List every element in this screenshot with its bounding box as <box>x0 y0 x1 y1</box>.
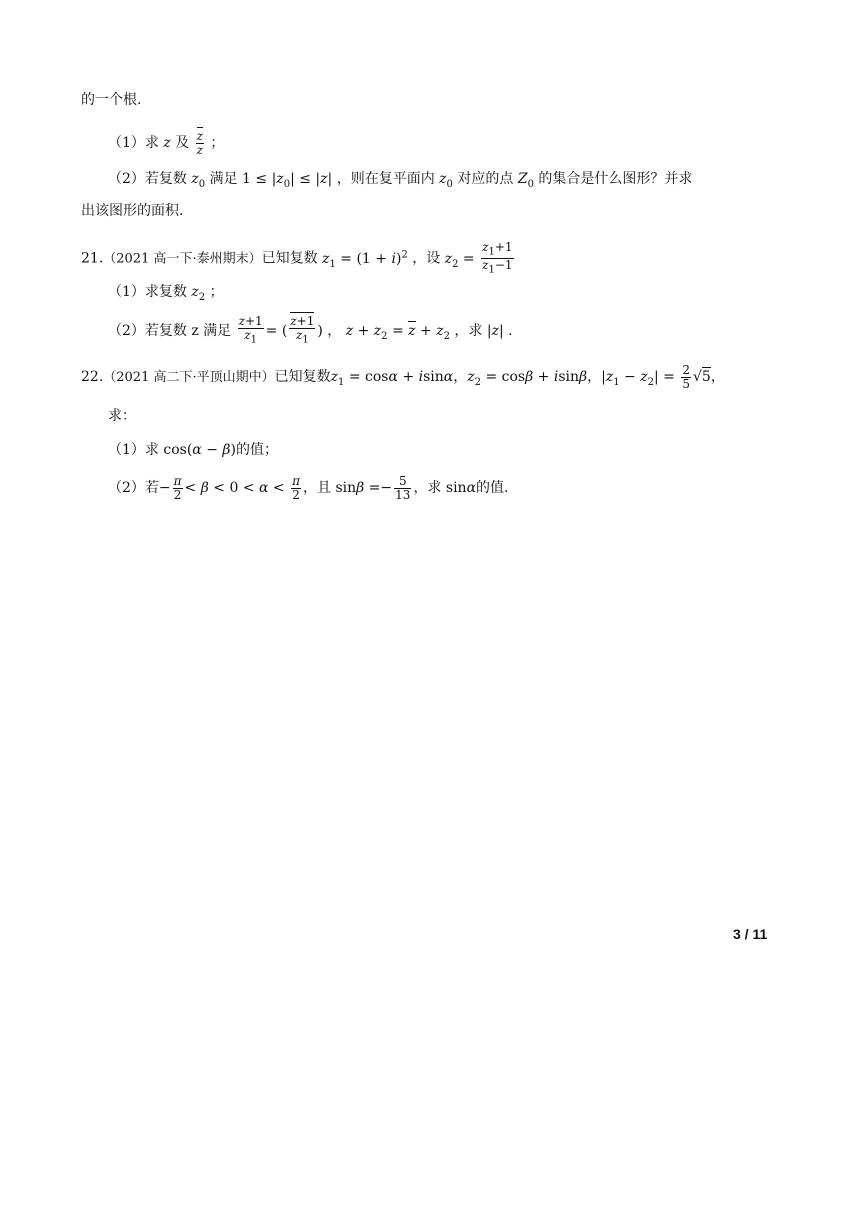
fraction-pi-over-2-b: $\frac{\pi}{2}$ <box>292 473 300 502</box>
question-22-part-2: （2）若− $\frac{\pi}{2}$ < β < 0 < α < $\frac{\pi}{2}$ ，且 sinβ =− $\frac{5}{13}$ ，求 sinα的值. <box>108 473 509 502</box>
math-abs-z: |z| <box>486 323 504 339</box>
math-z2-trig: $z_2 = \cos\beta + isin\beta$ <box>467 369 588 388</box>
math-sin-beta: sinβ =− <box>335 480 393 496</box>
math-inequality-chain: < β < 0 < α < <box>184 480 290 496</box>
question-22: 22.（2021 高二下·平顶山期中）已知复数$z_1 = \cos\alpha + isin\alpha$，$z_2 = \cos\beta + isin\beta$，$|z_1 - z_2|$ = $\frac{2}{5}$ √5， <box>81 362 725 391</box>
question-22-part-1: （1）求 cos(α − β)的值； <box>108 442 278 458</box>
math-z2: $z_2$ <box>191 284 206 303</box>
math-z: z <box>163 135 171 151</box>
math-abs-diff: $|z_1 - z_2|$ = <box>601 369 680 388</box>
math-Z0: $Z_0$ <box>517 171 534 190</box>
part-label: （1）求 <box>108 135 164 151</box>
math-equals-conj: = ( <box>265 323 288 339</box>
fraction-5-over-13: $\frac{5}{13}$ <box>395 473 411 502</box>
question-21-part-2: （2）若复数 z 满足 $\frac{z+1}{z_1}$ = ( $\frac{z+1}{z_1}$ ) ， $z + z_2 = z + z_2$ ，求 |z| . <box>108 314 513 346</box>
text-line-root <box>81 90 141 110</box>
math-z1-trig: $z_1 = \cos\alpha + isin\alpha$ <box>330 369 454 388</box>
math-inequality: $1 \le |z_0| \le |z|$ <box>242 171 333 190</box>
fraction-conj: $\frac{z+1}{z_1}$ <box>290 314 315 346</box>
fraction-z1plus1-over-z1minus1: $\frac{z_1+1}{z_1-1}$ <box>482 239 513 276</box>
math-z0: $z_0$ <box>191 171 206 190</box>
math-cos-diff: cos(α − β) <box>163 442 236 458</box>
root-text: 的一个根. <box>81 92 142 108</box>
question-20-part-2: （2）若复数 $z_0$ 满足 $1 \le |z_0| \le |z|$ ，则在复平面内 $z_0$ 对应的点 $Z_0$ 的集合是什么图形？并求 <box>108 171 693 190</box>
question-21-part-1: （1）求复数 $z_2$ ； <box>108 284 224 303</box>
math-z-plus-z2: $z + z_2 = z + z_2$ <box>345 323 450 342</box>
math-sqrt5: √5 <box>692 369 711 385</box>
fraction-zbar-over-z: $\frac{z}{z}$ <box>196 128 203 157</box>
question-number: 21. <box>81 250 104 267</box>
question-source: （2021 高二下·平顶山期中） <box>103 370 275 385</box>
fraction-zplus1-over-z1: $\frac{z+1}{z_1}$ <box>238 314 263 346</box>
math-z1-def: $z_1 = (1 + i)^2$ <box>322 249 408 270</box>
question-source: （2021 高一下·泰州期末） <box>103 251 262 267</box>
question-number: 22. <box>81 369 104 385</box>
question-21: 21.（2021 高一下·泰州期末）已知复数 $z_1 = (1 + i)^2$ ，设 $z_2$ = $\frac{z_1+1}{z_1-1}$ <box>81 239 513 276</box>
question-22-ask: 求： <box>108 408 136 424</box>
math-z2-def: $z_2$ = <box>444 250 480 270</box>
fraction-2-over-5: $\frac{2}{5}$ <box>682 362 690 391</box>
question-20-part-1: （1）求 z 及 $\frac{z}{z}$ ； <box>108 128 225 157</box>
fraction-pi-over-2: $\frac{\pi}{2}$ <box>173 473 182 502</box>
page-number: 3 / 11 <box>733 926 768 942</box>
math-z0-b: $z_0$ <box>439 171 453 190</box>
math-sin-alpha: sinα <box>445 480 477 496</box>
text-line-area: 出该图形的面积. <box>81 203 184 219</box>
